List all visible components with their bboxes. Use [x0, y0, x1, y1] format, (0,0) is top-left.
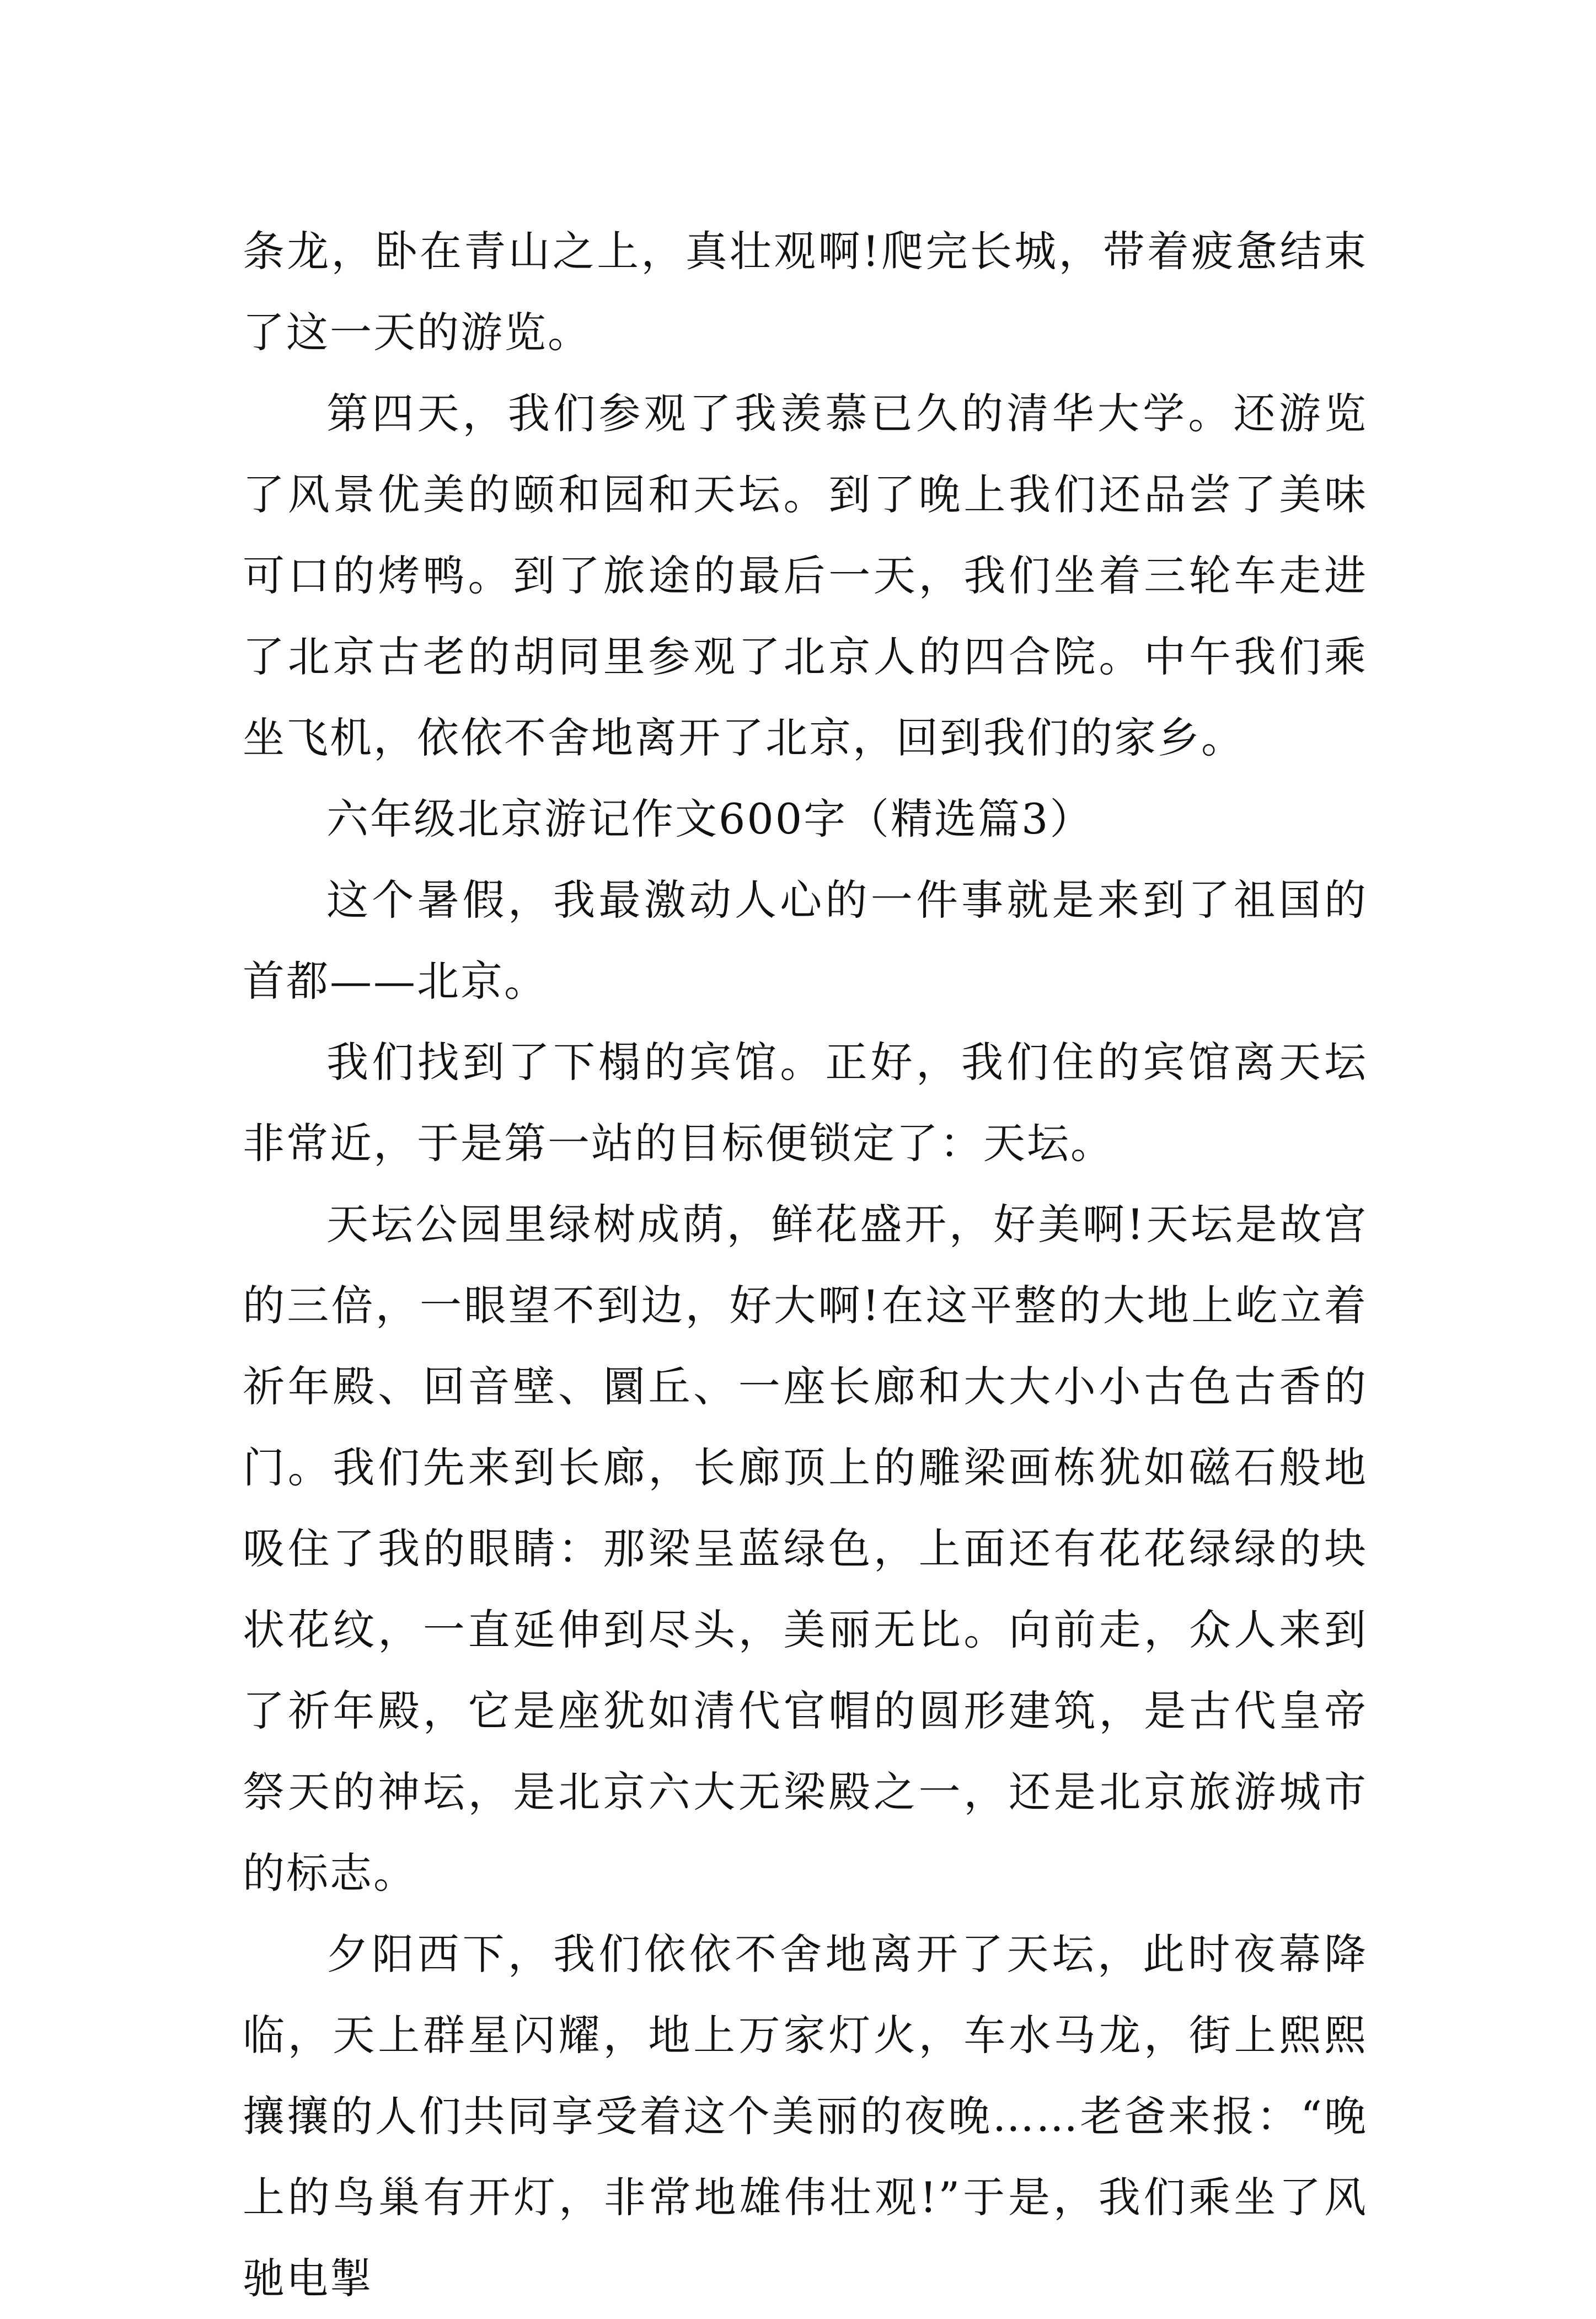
paragraph-continuation: 条龙，卧在青山之上，真壮观啊!爬完长城，带着疲惫结束了这一天的游览。: [243, 227, 1368, 357]
paragraph-hotel: 我们找到了下榻的宾馆。正好，我们住的宾馆离天坛非常近，于是第一站的目标便锁定了：天坛。: [243, 1038, 1368, 1168]
article-body: [243, 211, 1368, 2319]
paragraph-day-four: 第四天，我们参观了我羡慕已久的清华大学。还游览了风景优美的颐和园和天坛。到了晚上我们还品尝了美味可口的烤鸭。到了旅途的最后一天，我们坐着三轮车走进了北京古老的胡同里参观了北京人的四合院。中午我们乘坐飞机，依依不舍地离开了北京，回到我们的家乡。: [243, 389, 1368, 762]
article-heading: 六年级北京游记作文600字（精选篇3）: [326, 794, 1094, 843]
paragraph-temple-of-heaven: 天坛公园里绿树成荫，鲜花盛开，好美啊!天坛是故宫的三倍，一眼望不到边，好大啊!在这平整的大地上屹立着祈年殿、回音壁、圜丘、一座长廊和大大小小古色古香的门。我们先来到长廊，长廊顶上的雕梁画栋犹如磁石般地吸住了我的眼睛：那梁呈蓝绿色，上面还有花花绿绿的块状花纹，一直延伸到尽头，美丽无比。向前走，众人来到了祈年殿，它是座犹如清代官帽的圆形建筑，是古代皇帝祭天的神坛，是北京六大无梁殿之一，还是北京旅游城市的标志。: [243, 1200, 1368, 1898]
paragraph-evening: 夕阳西下，我们依依不舍地离开了天坛，此时夜幕降临，天上群星闪耀，地上万家灯火，车水马龙，街上熙熙攘攘的人们共同享受着这个美丽的夜晚……老爸来报：“晚上的鸟巢有开灯，非常地雄伟壮观!”于是，我们乘坐了风驰电掣: [243, 1930, 1368, 2303]
paragraph-intro: 这个暑假，我最激动人心的一件事就是来到了祖国的首都——北京。: [243, 875, 1368, 1006]
